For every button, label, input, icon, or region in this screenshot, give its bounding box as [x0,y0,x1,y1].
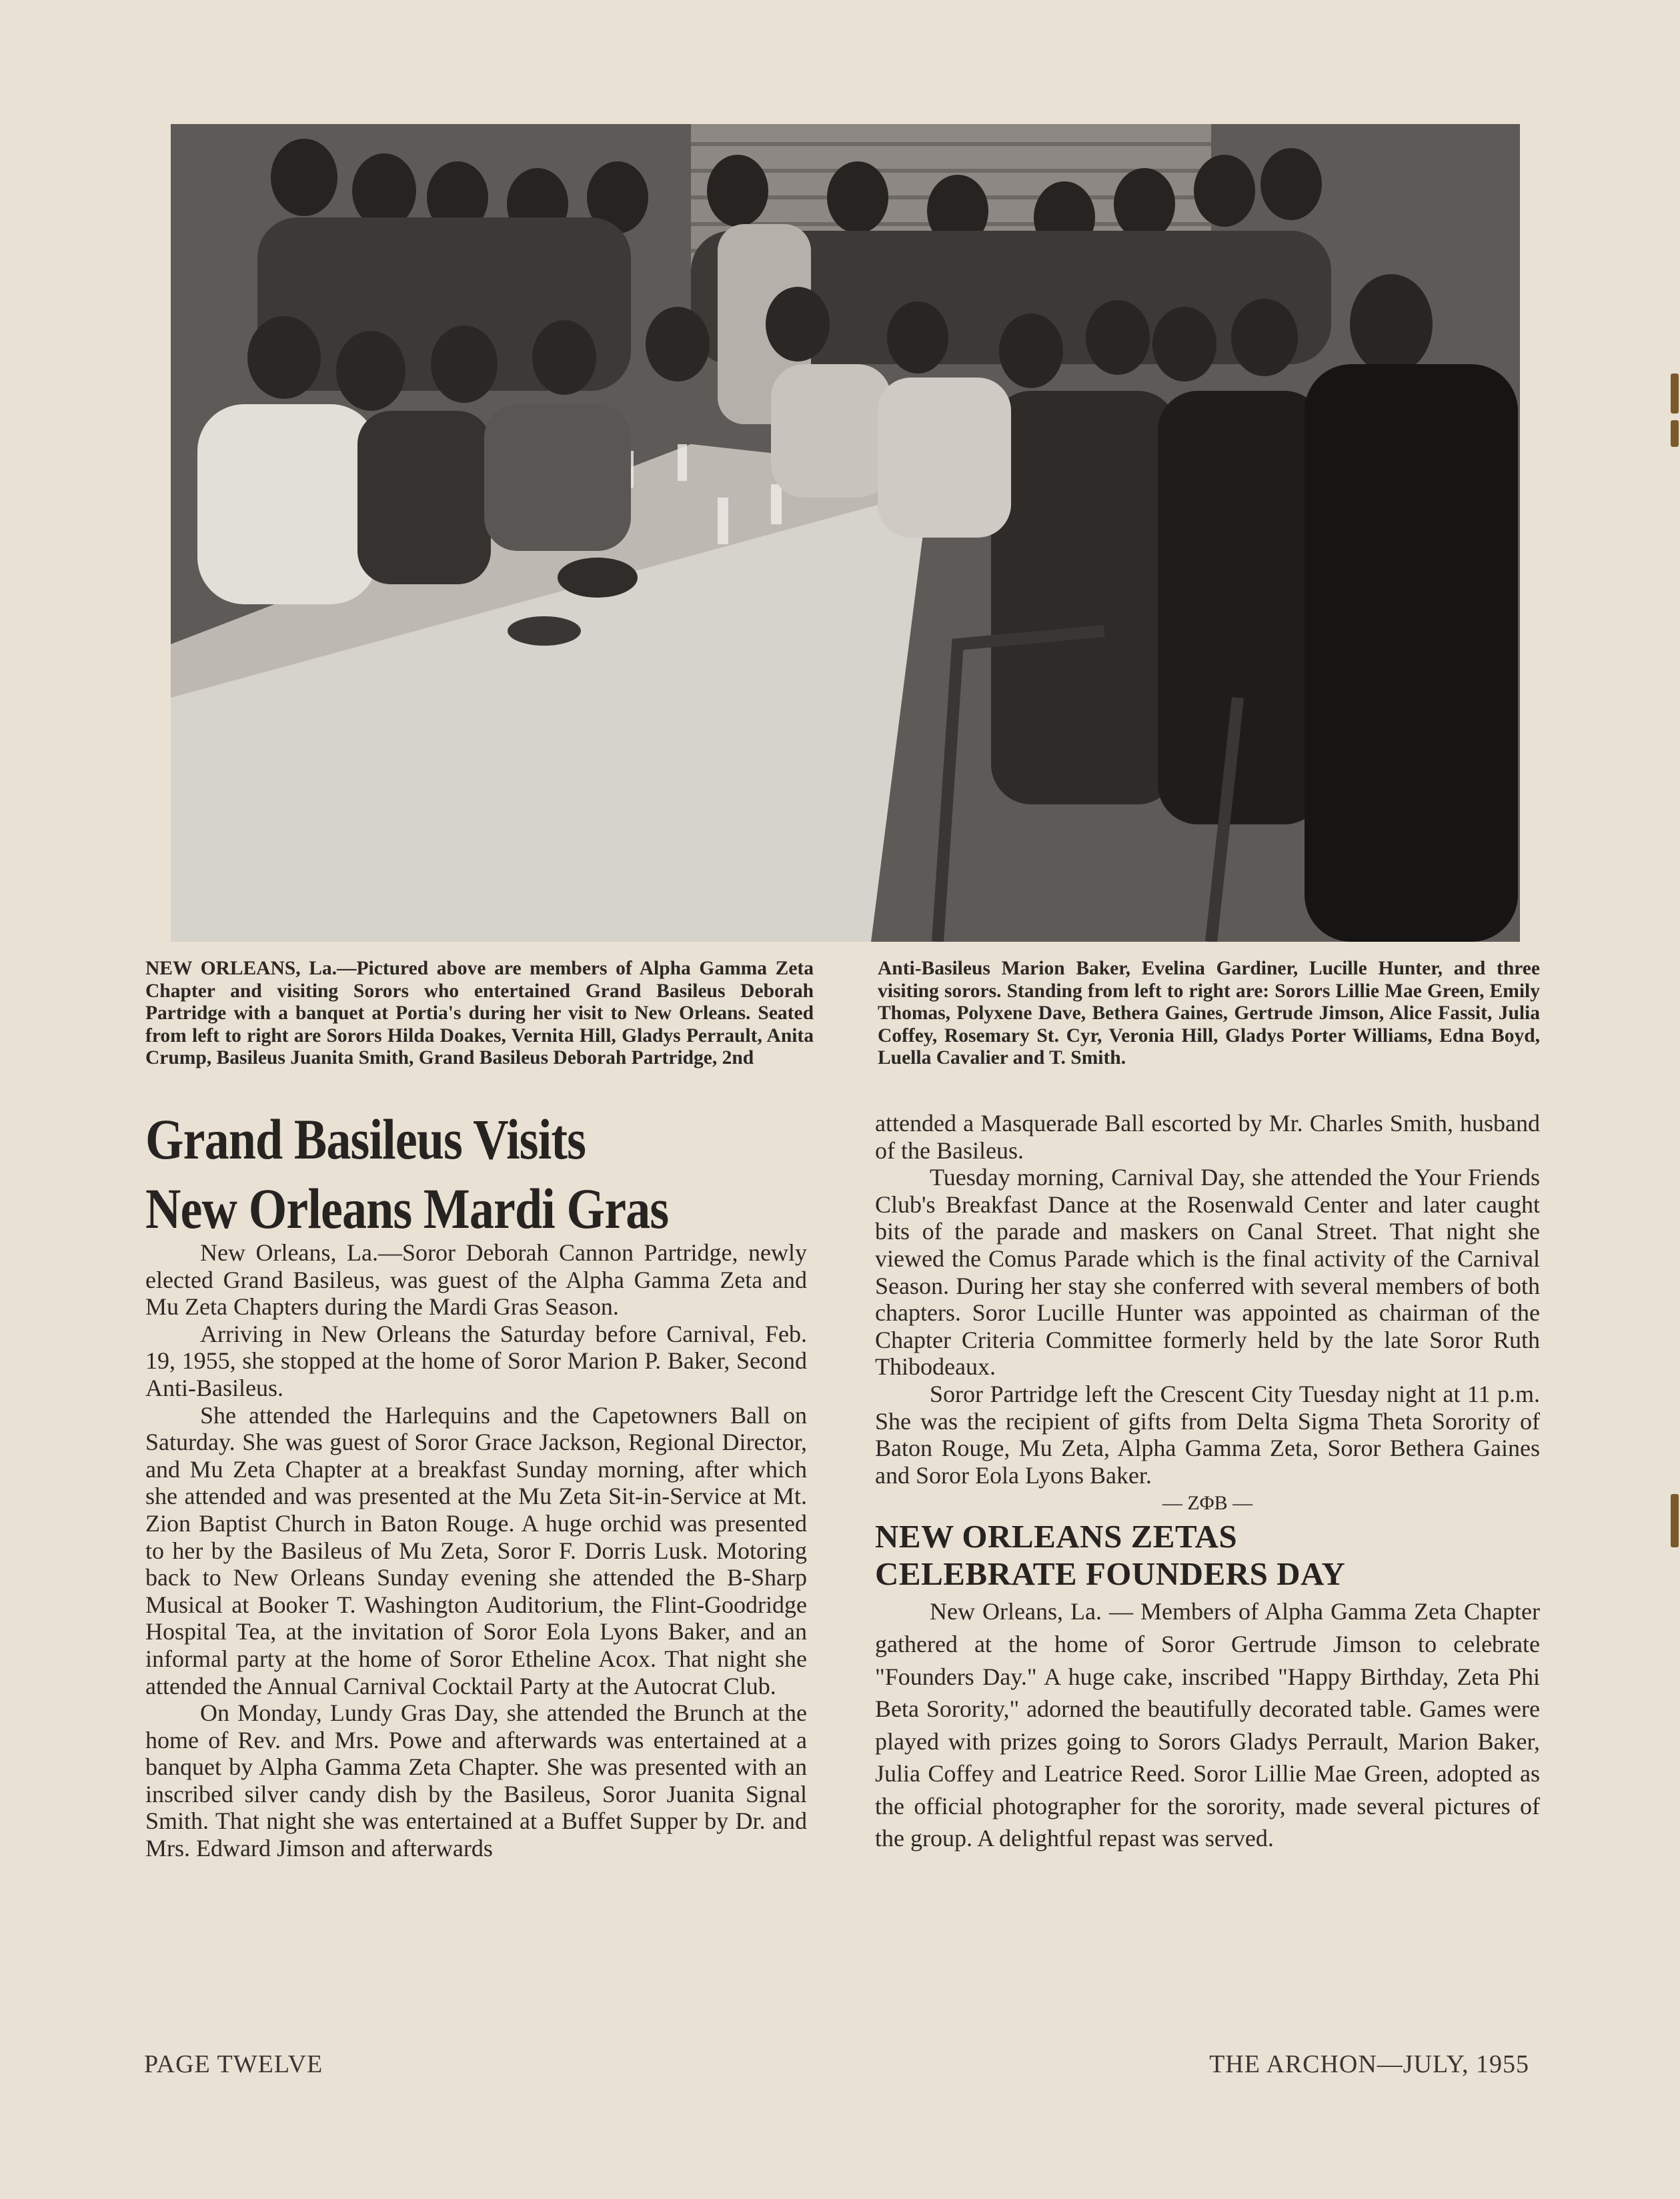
subhead-line-2: CELEBRATE FOUNDERS DAY [875,1555,1346,1593]
headline-line-1: Grand Basileus Visits [145,1107,586,1171]
headline-line-2: New Orleans Mardi Gras [145,1177,669,1241]
page-edge-stain [1671,420,1679,447]
page-edge-stain [1671,1494,1679,1547]
subhead-line-1: NEW ORLEANS ZETAS [875,1518,1238,1555]
page-edge-stain [1671,374,1679,414]
article-column-right [875,1110,1540,1855]
photo-caption-left: NEW ORLEANS, La.—Pictured above are members of Alpha Gamma Zeta Chapter and visiting Sorors who entertained Grand Basileus Deborah Partridge with a banquet at Portia's during her visit to New Orleans. Seated from left to right are Sorors Hilda Doakes, Vernita Hill, Gladys Perrault, Anita Crump, Basileus Juanita Smith, Grand Basileus Deborah Partridge, 2nd [145,958,814,1068]
article-headline [145,1105,725,1243]
photo-caption-right: Anti-Basileus Marion Baker, Evelina Gardiner, Lucille Hunter, and three visiting sorors. Standing from left to right are: Sorors Lillie Mae Green, Emily Thomas, Polyxene Dave, Bethera Gaines, Gertrude Jimson, Alice Fassit, Julia Coffey, Rosemary St. Cyr, Veronia Hill, Gladys Porter Williams, Edna Boyd, Luella Cavalier and T. Smith. [878,958,1540,1068]
article-paragraph: Arriving in New Orleans the Saturday before Carnival, Feb. 19, 1955, she stopped at the home of Soror Marion P. Baker, Second Anti-Basileus. [145,1320,807,1401]
article-paragraph: She attended the Harlequins and the Capetowners Ball on Saturday. She was guest of Soror Grace Jackson, Regional Director, and Mu Zeta Chapter at a breakfast Sunday morning, after which she attended and was presented at the Mu Zeta Sit-in-Service at Mt. Zion Baptist Church in Baton Rouge. A huge orchid was presented to her by the Basileus of Mu Zeta, Soror F. Dorris Lusk. Motoring back to New Orleans Sunday evening she attended the B-Sharp Musical at Booker T. Washington Auditorium, the Flint-Goodridge Hospital Tea, at the invitation of Soror Eola Lyons Baker, and an informal party at the home of Soror Etheline Acox. That night she attended the Annual Carnival Cocktail Party at the Autocrat Club. [145,1401,807,1699]
section-divider: — ZΦB — [1162,1492,1253,1515]
publication-date: THE ARCHON—JULY, 1955 [1209,2050,1529,2078]
photo-illustration [171,124,1520,942]
article-paragraph: Tuesday morning, Carnival Day, she attended the Your Friends Club's Breakfast Dance at the Rosenwald Center and later caught bits of the parade and maskers on Canal Street. That night she viewed the Comus Parade which is the final activity of the Carnival Season. During her stay she conferred with several members of both chapters. Soror Lucille Hunter was appointed as chairman of the Chapter Criteria Committee formerly held by the late Soror Ruth Thibodeaux. [875,1164,1540,1381]
article-paragraph: On Monday, Lundy Gras Day, she attended the Brunch at the home of Rev. and Mrs. Powe and afterwards was entertained at a banquet by Alpha Gamma Zeta Chapter. She was presented with an inscribed silver candy dish by the Basileus, Soror Juanita Signal Smith. That night she was entertained at a Buffet Supper by Dr. and Mrs. Edward Jimson and afterwards [145,1699,807,1862]
article-paragraph: Soror Partridge left the Crescent City Tuesday night at 11 p.m. She was the recipient of gifts from Delta Sigma Theta Sorority of Baton Rouge, Mu Zeta, Alpha Gamma Zeta, Soror Bethera Gaines and Soror Eola Lyons Baker. [875,1380,1540,1489]
article-paragraph: New Orleans, La. — Members of Alpha Gamma Zeta Chapter gathered at the home of Soror Gertrude Jimson to celebrate "Founders Day." A huge cake, inscribed "Happy Birthday, Zeta Phi Beta Sorority," adorned the beautifully decorated table. Games were played with prizes going to Sorors Gladys Perrault, Marion Baker, Julia Coffey and Leatrice Reed. Soror Lillie Mae Green, adopted as the official photographer for the sorority, made several pictures of the group. A delightful repast was served. [875,1598,1540,1852]
page-number: PAGE TWELVE [144,2050,323,2078]
founders-day-headline [875,1518,1540,1593]
banquet-group-photo [171,124,1520,942]
article-paragraph: New Orleans, La.—Soror Deborah Cannon Partridge, newly elected Grand Basileus, was guest of the Alpha Gamma Zeta and Mu Zeta Chapters during the Mardi Gras Season. [145,1239,807,1321]
founders-day-article [875,1595,1540,1855]
article-paragraph: attended a Masquerade Ball escorted by Mr. Charles Smith, husband of the Basileus. [875,1110,1540,1164]
article-column-left [145,1239,807,1862]
